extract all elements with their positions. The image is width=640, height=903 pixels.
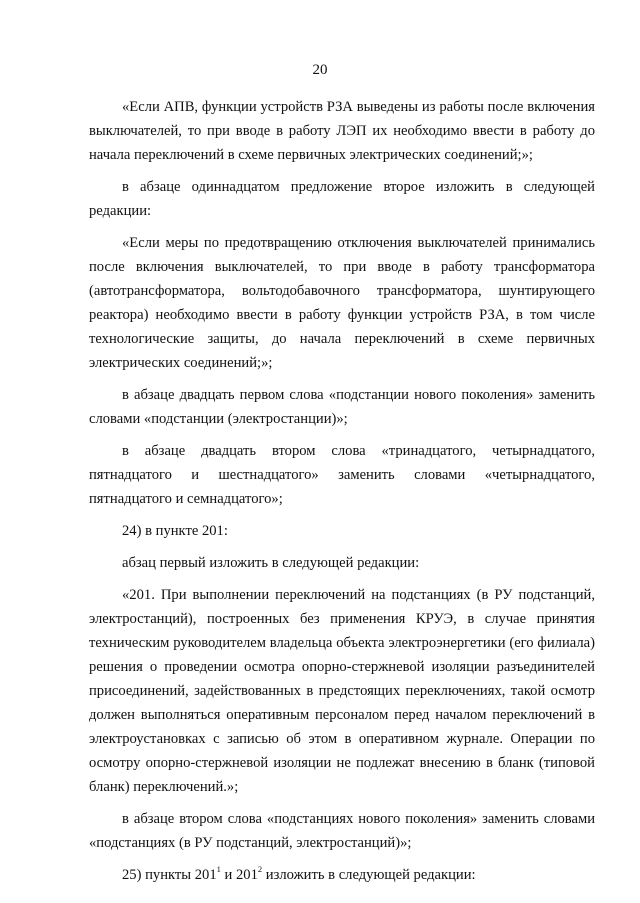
paragraph-5: в абзаце двадцать втором слова «тринадцатого, четырнадцатого, пятнадцатого и шестнадцатого» заменить словами «четырнадцатого, пятнадцатого и семнадцатого»;: [89, 442, 595, 507]
item-25-prefix: 25) пункты 201: [122, 866, 217, 883]
paragraph-3: «Если меры по предотвращению отключения выключателей принимались после включения выключателей, то при вводе в работу трансформатора (автотрансформатора, вольтодобавочного трансформатора, шунтирующего реактора) необходимо ввести в работу функции устройств РЗА, в том числе технологические защиты, до начала переключений в схеме первичных электрических соединений;»;: [89, 235, 595, 371]
page-number: 20: [312, 62, 328, 78]
paragraph-8: «201. При выполнении переключений на подстанциях (в РУ подстанций, электростанций), построенных без применения КРУЭ, в случае принятия техническим руководителем владельца объекта электроэнергетики (его филиала) решения о проведении осмотра опорно-стержневой изоляции разъединителей присоединений, задействованных в предстоящих переключениях, такой осмотр должен выполняться оперативным персоналом перед началом переключений в электроустановках с записью об этом в оперативном журнале. Операции по осмотру опорно-стержневой изоляции не подлежат внесению в бланк (типовой бланк) переключений.»;: [89, 587, 595, 795]
paragraph-2: в абзаце одиннадцатом предложение второе изложить в следующей редакции:: [89, 179, 595, 219]
paragraph-6: 24) в пункте 201:: [122, 522, 228, 539]
paragraph-7: абзац первый изложить в следующей редакции:: [122, 555, 420, 572]
paragraph-10: [89, 864, 595, 888]
paragraph-1: «Если АПВ, функции устройств РЗА выведены из работы после включения выключателей, то при вводе в работу ЛЭП их необходимо ввести в работу до начала переключений в схеме первичных электрических соединений;»;: [89, 99, 595, 163]
superscript-2: 2: [257, 864, 263, 875]
superscript-1: 1: [216, 864, 221, 875]
document-body: [89, 96, 595, 896]
item-25-middle: и 201: [220, 866, 258, 883]
item-25-suffix: изложить в следующей редакции:: [262, 866, 476, 883]
paragraph-9: в абзаце втором слова «подстанциях нового поколения» заменить словами «подстанциях (в РУ подстанций, электростанций)»;: [89, 810, 595, 851]
paragraph-4: в абзаце двадцать первом слова «подстанции нового поколения» заменить словами «подстанции (электростанции)»;: [89, 386, 595, 427]
